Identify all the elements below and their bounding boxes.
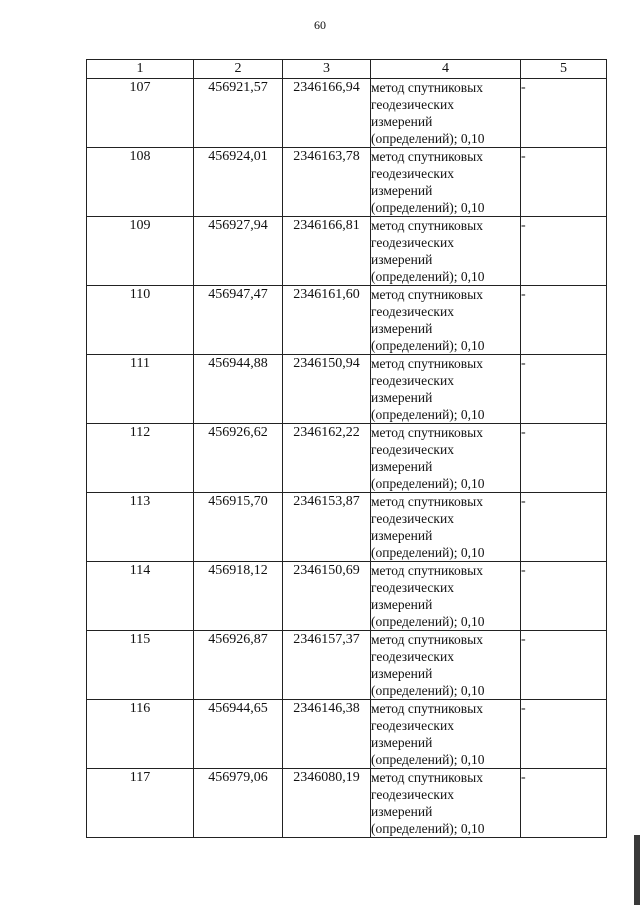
page-number: 60 [314, 18, 326, 32]
note-cell: - [521, 355, 607, 424]
point-number-cell: 107 [87, 79, 194, 148]
note-cell: - [521, 217, 607, 286]
note-cell: - [521, 631, 607, 700]
method-cell [371, 355, 521, 424]
method-line: метод спутниковых [371, 149, 483, 164]
y-coordinate-cell: 2346150,69 [283, 562, 371, 631]
y-coordinate-cell: 2346080,19 [283, 769, 371, 838]
note-cell: - [521, 700, 607, 769]
method-line: метод спутниковых [371, 494, 483, 509]
y-coordinate-cell: 2346163,78 [283, 148, 371, 217]
table-header-row [87, 60, 607, 79]
method-cell [371, 562, 521, 631]
point-number-cell: 108 [87, 148, 194, 217]
y-coordinate-cell: 2346161,60 [283, 286, 371, 355]
method-line: (определений); 0,10 [371, 545, 485, 560]
method-line: геодезических [371, 304, 454, 319]
method-line: (определений); 0,10 [371, 476, 485, 491]
x-coordinate-cell: 456918,12 [194, 562, 283, 631]
method-cell [371, 769, 521, 838]
note-cell: - [521, 769, 607, 838]
x-coordinate-cell: 456926,87 [194, 631, 283, 700]
method-line: измерений [371, 114, 433, 129]
method-line: геодезических [371, 373, 454, 388]
table-row [87, 769, 607, 838]
note-cell: - [521, 424, 607, 493]
x-coordinate-cell: 456979,06 [194, 769, 283, 838]
point-number-cell: 115 [87, 631, 194, 700]
point-number-cell: 109 [87, 217, 194, 286]
method-line: геодезических [371, 787, 454, 802]
method-line: геодезических [371, 97, 454, 112]
table-row [87, 562, 607, 631]
table-body [87, 79, 607, 838]
x-coordinate-cell: 456921,57 [194, 79, 283, 148]
method-cell [371, 217, 521, 286]
method-cell [371, 79, 521, 148]
method-line: измерений [371, 321, 433, 336]
note-cell: - [521, 493, 607, 562]
y-coordinate-cell: 2346150,94 [283, 355, 371, 424]
point-number-cell: 114 [87, 562, 194, 631]
note-cell: - [521, 286, 607, 355]
point-number-cell: 116 [87, 700, 194, 769]
method-line: геодезических [371, 166, 454, 181]
method-line: (определений); 0,10 [371, 338, 485, 353]
point-number-cell: 112 [87, 424, 194, 493]
method-cell [371, 148, 521, 217]
x-coordinate-cell: 456947,47 [194, 286, 283, 355]
method-line: метод спутниковых [371, 80, 483, 95]
point-number-cell: 111 [87, 355, 194, 424]
table-row [87, 286, 607, 355]
table-row [87, 631, 607, 700]
note-cell: - [521, 562, 607, 631]
y-coordinate-cell: 2346153,87 [283, 493, 371, 562]
x-coordinate-cell: 456944,88 [194, 355, 283, 424]
method-cell [371, 631, 521, 700]
column-header: 3 [283, 60, 371, 79]
method-line: метод спутниковых [371, 218, 483, 233]
x-coordinate-cell: 456924,01 [194, 148, 283, 217]
method-line: (определений); 0,10 [371, 752, 485, 767]
coordinates-table [86, 59, 607, 838]
method-cell [371, 286, 521, 355]
method-line: метод спутниковых [371, 356, 483, 371]
scan-edge-shadow [634, 835, 640, 905]
column-header: 1 [87, 60, 194, 79]
method-line: метод спутниковых [371, 770, 483, 785]
method-line: (определений); 0,10 [371, 200, 485, 215]
table-row [87, 217, 607, 286]
table-row [87, 424, 607, 493]
method-line: измерений [371, 183, 433, 198]
method-cell [371, 493, 521, 562]
y-coordinate-cell: 2346166,81 [283, 217, 371, 286]
method-line: измерений [371, 804, 433, 819]
note-cell: - [521, 148, 607, 217]
method-line: измерений [371, 459, 433, 474]
method-line: геодезических [371, 580, 454, 595]
method-line: геодезических [371, 511, 454, 526]
method-line: метод спутниковых [371, 287, 483, 302]
method-line: (определений); 0,10 [371, 407, 485, 422]
method-line: измерений [371, 666, 433, 681]
x-coordinate-cell: 456927,94 [194, 217, 283, 286]
method-cell [371, 700, 521, 769]
method-line: измерений [371, 528, 433, 543]
point-number-cell: 117 [87, 769, 194, 838]
point-number-cell: 113 [87, 493, 194, 562]
column-header: 4 [371, 60, 521, 79]
y-coordinate-cell: 2346162,22 [283, 424, 371, 493]
method-cell [371, 424, 521, 493]
method-line: измерений [371, 597, 433, 612]
table-row [87, 700, 607, 769]
column-header: 2 [194, 60, 283, 79]
method-line: (определений); 0,10 [371, 131, 485, 146]
method-line: геодезических [371, 718, 454, 733]
x-coordinate-cell: 456926,62 [194, 424, 283, 493]
method-line: геодезических [371, 442, 454, 457]
x-coordinate-cell: 456915,70 [194, 493, 283, 562]
table-row [87, 79, 607, 148]
method-line: геодезических [371, 235, 454, 250]
y-coordinate-cell: 2346166,94 [283, 79, 371, 148]
x-coordinate-cell: 456944,65 [194, 700, 283, 769]
y-coordinate-cell: 2346157,37 [283, 631, 371, 700]
method-line: (определений); 0,10 [371, 614, 485, 629]
method-line: (определений); 0,10 [371, 683, 485, 698]
method-line: измерений [371, 390, 433, 405]
method-line: измерений [371, 735, 433, 750]
point-number-cell: 110 [87, 286, 194, 355]
method-line: (определений); 0,10 [371, 269, 485, 284]
table-row [87, 148, 607, 217]
method-line: метод спутниковых [371, 425, 483, 440]
y-coordinate-cell: 2346146,38 [283, 700, 371, 769]
method-line: (определений); 0,10 [371, 821, 485, 836]
method-line: измерений [371, 252, 433, 267]
note-cell: - [521, 79, 607, 148]
method-line: метод спутниковых [371, 632, 483, 647]
method-line: метод спутниковых [371, 563, 483, 578]
table-row [87, 493, 607, 562]
table-row [87, 355, 607, 424]
column-header: 5 [521, 60, 607, 79]
method-line: метод спутниковых [371, 701, 483, 716]
method-line: геодезических [371, 649, 454, 664]
